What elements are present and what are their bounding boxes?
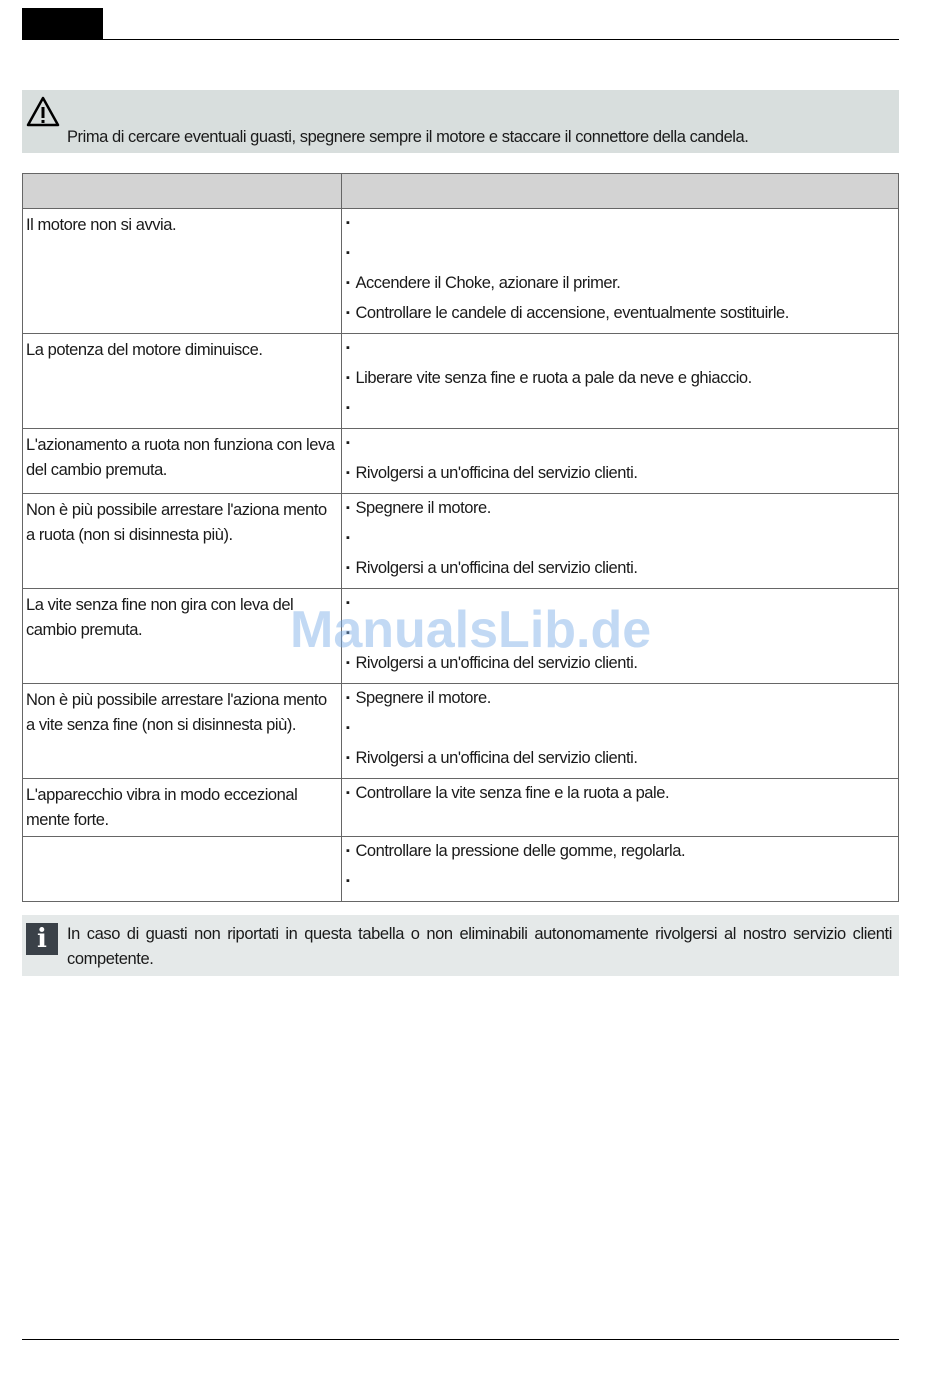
remedy-item	[346, 213, 894, 243]
info-text: In caso di guasti non riportati in questa tabella o non eliminabili autonomamente rivolgersi al nostro servizio clienti competente.	[67, 925, 892, 968]
remedy-cell	[342, 494, 899, 589]
remedy-item	[346, 623, 894, 653]
remedy-cell	[342, 684, 899, 779]
info-icon: i	[26, 923, 58, 955]
remedy-item: ▪ Liberare vite senza fine e ruota a pale da neve e ghiaccio.	[346, 368, 894, 398]
remedy-item	[346, 528, 894, 558]
footer-rule	[22, 1339, 899, 1340]
remedy-item	[346, 338, 894, 368]
remedy-item: ▪ Rivolgersi a un'officina del servizio clienti.	[346, 748, 894, 778]
remedy-item: ▪ Controllare la vite senza fine e la ruota a pale.	[346, 783, 894, 813]
problem-cell: L'apparecchio vibra in modo eccezional mente forte.	[23, 779, 342, 837]
problem-cell: La vite senza fine non gira con leva del cambio premuta.	[23, 589, 342, 684]
watermark: ManualsLib.de	[290, 601, 652, 659]
remedy-item: ▪ Controllare le candele di accensione, eventualmente sostituirle.	[346, 303, 894, 333]
table-row	[23, 837, 899, 902]
remedy-cell	[342, 589, 899, 684]
table-row	[23, 429, 899, 494]
warning-text: Prima di cercare eventuali guasti, spegnere sempre il motore e staccare il connettore della candela.	[67, 128, 749, 146]
page-header-block	[22, 8, 103, 40]
remedy-cell	[342, 429, 899, 494]
table-row	[23, 589, 899, 684]
remedy-cell	[342, 334, 899, 429]
table-row	[23, 684, 899, 779]
problem-cell: Non è più possibile arrestare l'aziona mento a vite senza fine (non si disinnesta più).	[23, 684, 342, 779]
remedy-item: ▪ Rivolgersi a un'officina del servizio clienti.	[346, 463, 894, 493]
header-rule	[22, 39, 899, 40]
problem-cell: Il motore non si avvia.	[23, 209, 342, 334]
remedy-item	[346, 871, 894, 901]
header-problem	[23, 174, 342, 209]
warning-box	[22, 90, 899, 153]
problem-cell: La potenza del motore diminuisce.	[23, 334, 342, 429]
problem-cell: Non è più possibile arrestare l'aziona mento a ruota (non si disinnesta più).	[23, 494, 342, 589]
content-flow	[22, 173, 899, 976]
info-box	[22, 915, 899, 976]
remedy-item: ▪ Rivolgersi a un'officina del servizio clienti.	[346, 653, 894, 683]
remedy-item	[346, 398, 894, 428]
troubleshooting-table	[22, 173, 899, 902]
table-row	[23, 334, 899, 429]
table-row	[23, 494, 899, 589]
remedy-item	[346, 243, 894, 273]
remedy-item: ▪ Spegnere il motore.	[346, 688, 894, 718]
problem-cell: L'azionamento a ruota non funziona con leva del cambio premuta.	[23, 429, 342, 494]
table-row	[23, 209, 899, 334]
remedy-cell	[342, 837, 899, 902]
header-remedy	[342, 174, 899, 209]
remedy-cell	[342, 779, 899, 837]
warning-icon	[26, 96, 60, 128]
remedy-item	[346, 433, 894, 463]
remedy-item: ▪ Spegnere il motore.	[346, 498, 894, 528]
remedy-item: ▪ Rivolgersi a un'officina del servizio clienti.	[346, 558, 894, 588]
table-header-row	[23, 174, 899, 209]
remedy-cell	[342, 209, 899, 334]
problem-cell	[23, 837, 342, 902]
remedy-item: ▪ Accendere il Choke, azionare il primer.	[346, 273, 894, 303]
remedy-item	[346, 593, 894, 623]
remedy-item: ▪ Controllare la pressione delle gomme, regolarla.	[346, 841, 894, 871]
table-row	[23, 779, 899, 837]
remedy-item	[346, 718, 894, 748]
